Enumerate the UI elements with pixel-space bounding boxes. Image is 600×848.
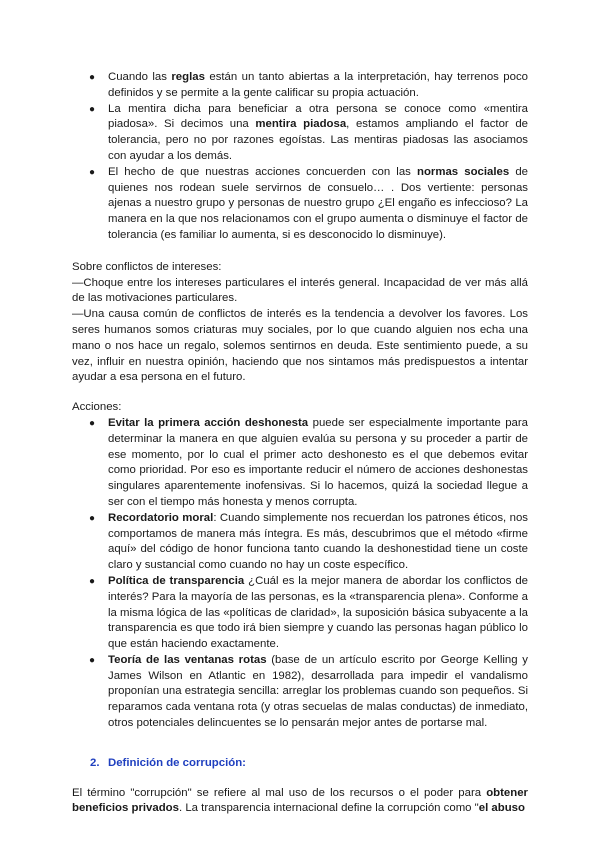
bullet-icon: ● [89,512,96,524]
conflicts-paragraph: —Una causa común de conflictos de interés es la tendencia a devolver los favores. Los seres humanos somos criaturas muy sociales, por lo que cuando alguien nos echa una mano o nos hace un regalo, solemos sentirnos en deuda. Este sentimiento puede, a su vez, influir en nuestra opinión, haciendo que nos sintamos más predispuestos a intentar ayudar a esa persona en el futuro. [72,308,528,384]
emphasis: reglas [171,71,205,83]
emphasis: mentira piadosa [255,118,347,131]
list-item: ● Evitar la primera acción deshonesta puede ser especialmente importante para determinar la manera en que alguien evalúa su persona y su proceder a partir de ese momento, por lo cual el primer acto deshonesto es el que debemos evitar como prioridad. Por eso es importante reducir el número de acciones deshonestas singulares aparentemente inofensivas. Si lo hacemos, quizá la sociedad llegue a ser con el tiempo más honesta y menos corrupta. [89,416,528,508]
bullet-icon: ● [89,575,96,587]
emphasis: Evitar la primera acción deshonesta [108,416,309,429]
section-heading [72,756,528,772]
emphasis: Teoría de las ventanas rotas [108,653,267,666]
bullet-icon: ● [89,166,96,178]
list-item: ● Cuando las reglas están un tanto abiertas a la interpretación, hay terrenos poco definidos y se permite a la gente calificar su propia actuación. [89,71,528,99]
conflicts-title: Sobre conflictos de intereses: [72,260,222,273]
emphasis: Recordatorio moral [108,511,214,524]
emphasis: obtener beneficios privados [72,786,528,815]
actions-title: Acciones: [72,401,122,414]
conflicts-paragraph: —Choque entre los intereses particulares el interés general. Incapacidad de ver más allá de las motivaciones particulares. [72,276,528,305]
list-item: ● Recordatorio moral: Cuando simplemente nos recuerdan los patrones éticos, nos comportamos de manera más íntegra. Es más, descubrimos que el método «firme aquí» del código de honor funciona tanto cuando la deshonestidad tiene un coste claro y sustancial como cuando no hay un coste específico. [89,511,528,572]
bullet-icon: ● [89,103,96,115]
intro-bullet-list [72,70,528,244]
definition-paragraph: El término "corrupción" se refiere al mal uso de los recursos o el poder para obtener beneficios privados. La transparencia internacional define la corrupción como "el abuso [72,786,528,815]
list-item: ● El hecho de que nuestras acciones concuerden con las normas sociales de quienes nos rodean suele servirnos de consuelo… . Dos vertiente: personas ajenas a nuestro grupo y personas de nuestro grupo ¿El engaño es infeccioso? La manera en la que nos relacionamos con el grupo aumenta o disminuye el factor de tolerancia (es familiar lo aumenta, si es desconocido lo disminuye). [89,165,529,241]
bullet-icon: ● [89,654,96,666]
bullet-icon: ● [89,72,96,83]
emphasis: normas sociales [416,165,510,178]
list-item: ● Política de transparencia ¿Cuál es la mejor manera de abordar los conflictos de interés? Para la mayoría de las personas, es la «transparencia plena». Conforme a la misma lógica de las «políticas de claridad», la suposición básica subyacente a la transparencia es que todo irá bien siempre y cuando las personas hagan público lo que están haciendo exactamente. [89,574,528,651]
actions-bullet-list [72,416,528,732]
emphasis: Política de transparencia [108,574,245,587]
section-title: Definición de corrupción: [108,756,246,769]
emphasis: el abuso [478,802,525,815]
section-number: 2. [90,756,100,769]
list-item: ● Teoría de las ventanas rotas (base de un artículo escrito por George Kelling y James Wilson en Atlantic en 1982), desarrollada para impedir el vandalismo proponían una estrategia sencilla: arreglar los problemas cuando son pequeños. Si reparamos cada ventana rota (y otras secuelas de malas conductas) de inmediato, otros potenciales delincuentes se lo pensarán mejor antes de portarse mal. [89,653,528,730]
list-item: ● La mentira dicha para beneficiar a otra persona se conoce como «mentira piadosa». Si decimos una mentira piadosa, estamos ampliando el factor de tolerancia, pero no por razones egoístas. Las mentiras piadosas las asociamos con ayudar a los demás. [89,102,528,162]
page-content [72,70,528,817]
bullet-icon: ● [89,417,96,429]
